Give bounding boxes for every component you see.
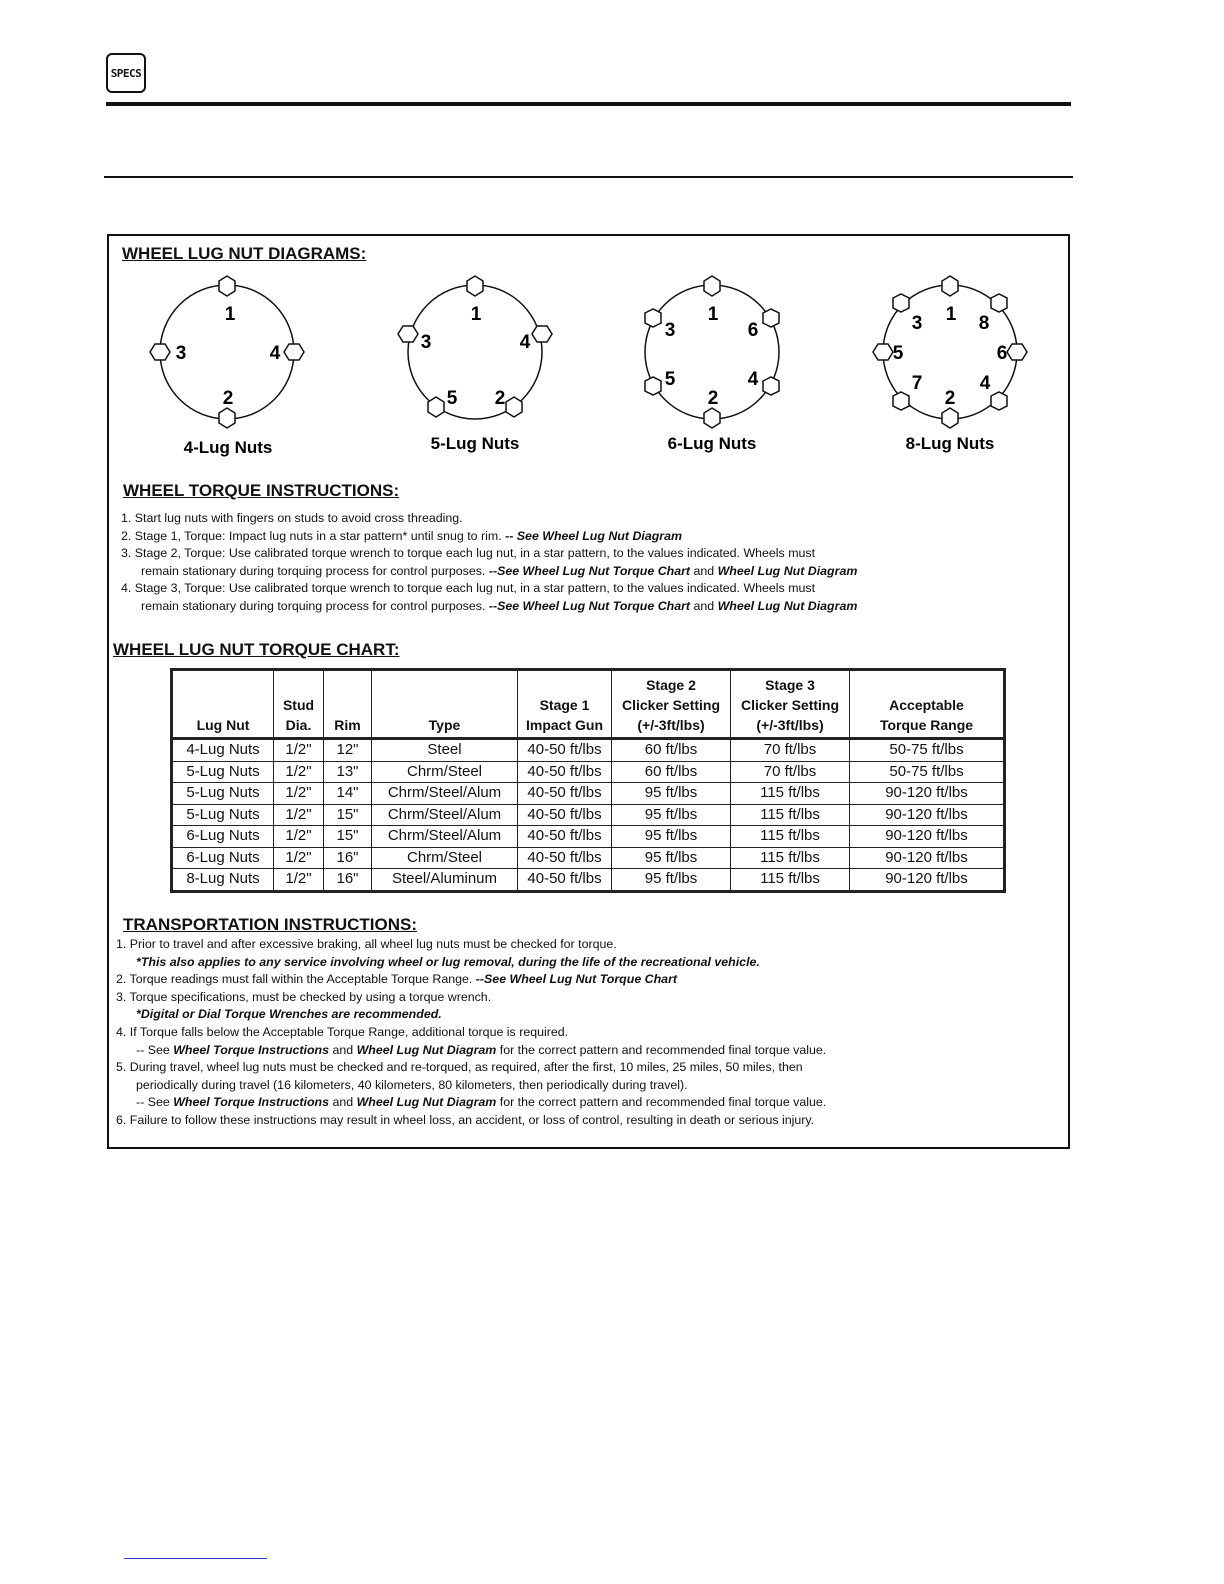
instruction-line: -- See Wheel Torque Instructions and Wheel Lug Nut Diagram for the correct pattern and recommended final torque value. [136,1042,827,1057]
lug-nut-icon [506,397,522,417]
column-header: Rim [324,670,372,739]
lug-nut-icon [1007,344,1027,360]
table-cell: 16" [324,847,372,869]
table-row [172,761,1005,783]
table-cell: 95 ft/lbs [612,783,731,805]
table-cell: 115 ft/lbs [731,826,850,848]
table-cell: 70 ft/lbs [731,761,850,783]
table-cell: 8-Lug Nuts [172,869,274,892]
table-cell: Chrm/Steel/Alum [372,783,518,805]
table-cell: 90-120 ft/lbs [850,804,1005,826]
table-cell: 90-120 ft/lbs [850,847,1005,869]
lug-nut-icon [704,408,720,428]
lug-nut-diagrams [0,0,1224,470]
table-cell: 16" [324,869,372,892]
lug-nut-icon [219,408,235,428]
lug-nut-icon [873,344,893,360]
instruction-line: 6. Failure to follow these instructions may result in wheel loss, an accident, or loss of control, resulting in death or serious injury. [116,1112,815,1127]
torque-chart-table [170,668,1006,893]
table-cell: 40-50 ft/lbs [518,804,612,826]
instruction-line: 3. Stage 2, Torque: Use calibrated torque wrench to torque each lug nut, in a star pattern, to the values indicated. Wheels must [121,546,816,561]
table-cell: Chrm/Steel/Alum [372,804,518,826]
table-cell: 1/2" [274,869,324,892]
table-cell: 14" [324,783,372,805]
lug-label: 8 [978,313,990,334]
column-header: Stud Dia. [274,670,324,739]
lug-label: 5 [892,343,904,364]
lug-label: 3 [911,313,923,334]
column-header: Acceptable Torque Range [850,670,1005,739]
lug-nut-icon [398,326,418,342]
torque-instructions-heading: WHEEL TORQUE INSTRUCTIONS: [123,481,400,500]
table-cell: 60 ft/lbs [612,761,731,783]
footer-rule [124,1558,267,1559]
lug-nut-icon [991,392,1007,410]
column-header: Lug Nut [172,670,274,739]
table-cell: 6-Lug Nuts [172,847,274,869]
lug-nut-icon [428,397,444,417]
instruction-line: 2. Torque readings must fall within the Acceptable Torque Range. --See Wheel Lug Nut Torque Chart [116,972,678,987]
table-cell: 40-50 ft/lbs [518,869,612,892]
instruction-line: *Digital or Dial Torque Wrenches are recommended. [136,1007,442,1022]
lug-label: 7 [911,373,923,394]
lug-nut-icon [532,326,552,342]
table-cell: 95 ft/lbs [612,804,731,826]
instruction-line: 2. Stage 1, Torque: Impact lug nuts in a star pattern* until snug to rim. -- See Wheel Lug Nut Diagram [121,528,683,543]
lug-label: 6 [747,320,759,341]
table-cell: 1/2" [274,783,324,805]
lug-label: 2 [222,388,234,409]
specs-badge: SPECS [106,53,146,93]
table-cell: Chrm/Steel [372,761,518,783]
lug-label: 1 [224,304,236,325]
instruction-line: 1. Start lug nuts with fingers on studs to avoid cross threading. [121,511,463,525]
table-cell: 40-50 ft/lbs [518,826,612,848]
diagram-caption: 5-Lug Nuts [430,434,520,453]
lug-nut-icon [763,377,779,395]
table-cell: 5-Lug Nuts [172,761,274,783]
instruction-line: 1. Prior to travel and after excessive braking, all wheel lug nuts must be checked for torque. [116,937,617,951]
table-body [172,739,1005,892]
lug-nut-icon [893,392,909,410]
column-header: Stage 3 Clicker Setting (+/-3ft/lbs) [731,670,850,739]
instruction-line: -- See Wheel Torque Instructions and Wheel Lug Nut Diagram for the correct pattern and recommended final torque value. [136,1095,827,1110]
diagram-caption: 8-Lug Nuts [905,434,995,453]
lug-label: 4 [519,332,531,353]
table-cell: 12" [324,739,372,762]
instruction-line: periodically during travel (16 kilometers, 40 kilometers, 80 kilometers, then periodically during travel). [136,1077,688,1092]
table-header-row [172,670,1005,739]
table-cell: 115 ft/lbs [731,847,850,869]
lug-nut-icon [763,309,779,327]
table-cell: Chrm/Steel/Alum [372,826,518,848]
table-cell: 40-50 ft/lbs [518,739,612,762]
lug-label: 5 [664,369,676,390]
lug-label: 1 [707,304,719,325]
lug-nut-icon [942,276,958,296]
instruction-line: 4. If Torque falls below the Acceptable Torque Range, additional torque is required. [116,1024,569,1039]
lug-nut-icon [704,276,720,296]
table-cell: Steel [372,739,518,762]
instruction-line: remain stationary during torquing process for control purposes. --See Wheel Lug Nut Torque Chart and Wheel Lug Nut Diagram [141,598,858,613]
table-cell: 90-120 ft/lbs [850,783,1005,805]
column-header: Stage 2 Clicker Setting (+/-3ft/lbs) [612,670,731,739]
column-header: Type [372,670,518,739]
table-cell: 95 ft/lbs [612,826,731,848]
table-row [172,869,1005,892]
lug-label: 2 [944,388,956,409]
lug-label: 6 [996,343,1008,364]
diagram-4-lug [150,276,304,457]
table-row [172,826,1005,848]
lug-nut-icon [467,276,483,296]
lug-label: 4 [979,373,991,394]
table-cell: 15" [324,804,372,826]
torque-chart-heading: WHEEL LUG NUT TORQUE CHART: [113,640,400,659]
table-cell: 115 ft/lbs [731,869,850,892]
lug-nut-icon [284,344,304,360]
table-cell: 40-50 ft/lbs [518,761,612,783]
lug-label: 2 [707,388,719,409]
table-cell: 1/2" [274,739,324,762]
diagram-caption: 6-Lug Nuts [667,434,757,453]
diagram-caption: 4-Lug Nuts [183,438,273,457]
lug-nut-icon [150,344,170,360]
column-header: Stage 1 Impact Gun [518,670,612,739]
lug-nut-icon [893,294,909,312]
table-row [172,847,1005,869]
table-cell: 40-50 ft/lbs [518,783,612,805]
instruction-line: 4. Stage 3, Torque: Use calibrated torque wrench to torque each lug nut, in a star pattern, to the values indicated. Wheels must [121,581,816,596]
table-cell: 95 ft/lbs [612,869,731,892]
table-cell: 50-75 ft/lbs [850,739,1005,762]
table-cell: 90-120 ft/lbs [850,869,1005,892]
lug-nut-icon [645,377,661,395]
table-cell: 5-Lug Nuts [172,783,274,805]
table-cell: 60 ft/lbs [612,739,731,762]
lug-label: 3 [175,343,187,364]
lug-nut-icon [991,294,1007,312]
table-cell: 50-75 ft/lbs [850,761,1005,783]
lug-nut-icon [219,276,235,296]
table-cell: 40-50 ft/lbs [518,847,612,869]
table-cell: 5-Lug Nuts [172,804,274,826]
lug-label: 5 [446,388,458,409]
diagram-5-lug [398,276,552,453]
lug-label: 3 [664,320,676,341]
table-cell: 70 ft/lbs [731,739,850,762]
table-row [172,739,1005,762]
table-cell: Steel/Aluminum [372,869,518,892]
table-cell: 115 ft/lbs [731,783,850,805]
lug-label: 4 [747,369,759,390]
transportation-heading: TRANSPORTATION INSTRUCTIONS: [123,915,418,934]
lug-label: 3 [420,332,432,353]
table-cell: 13" [324,761,372,783]
table-cell: 1/2" [274,826,324,848]
lug-nut-icon [645,309,661,327]
instruction-line: 5. During travel, wheel lug nuts must be checked and re-torqued, as required, after the first, 10 miles, 25 miles, 50 miles, then [116,1060,803,1075]
table-cell: 6-Lug Nuts [172,826,274,848]
table-cell: 95 ft/lbs [612,847,731,869]
table-cell: 115 ft/lbs [731,804,850,826]
torque-instructions-list [121,510,857,616]
lug-label: 1 [470,304,482,325]
table-row [172,804,1005,826]
table-cell: 15" [324,826,372,848]
table-cell: 90-120 ft/lbs [850,826,1005,848]
table-cell: Chrm/Steel [372,847,518,869]
table-cell: 1/2" [274,847,324,869]
diagram-8-lug [873,276,1027,453]
instruction-line: *This also applies to any service involving wheel or lug removal, during the life of the recreational vehicle. [136,954,760,969]
lug-nut-icon [942,408,958,428]
lug-label: 2 [494,388,506,409]
table-cell: 1/2" [274,804,324,826]
table-row [172,783,1005,805]
lug-label: 4 [269,343,281,364]
table-cell: 1/2" [274,761,324,783]
instruction-line: remain stationary during torquing process for control purposes. --See Wheel Lug Nut Torque Chart and Wheel Lug Nut Diagram [141,563,858,578]
diagrams-heading: WHEEL LUG NUT DIAGRAMS: [122,244,367,263]
diagram-6-lug [645,276,779,453]
table-cell: 4-Lug Nuts [172,739,274,762]
transportation-list [116,936,826,1130]
lug-label: 1 [945,304,957,325]
instruction-line: 3. Torque specifications, must be checked by using a torque wrench. [116,989,492,1004]
